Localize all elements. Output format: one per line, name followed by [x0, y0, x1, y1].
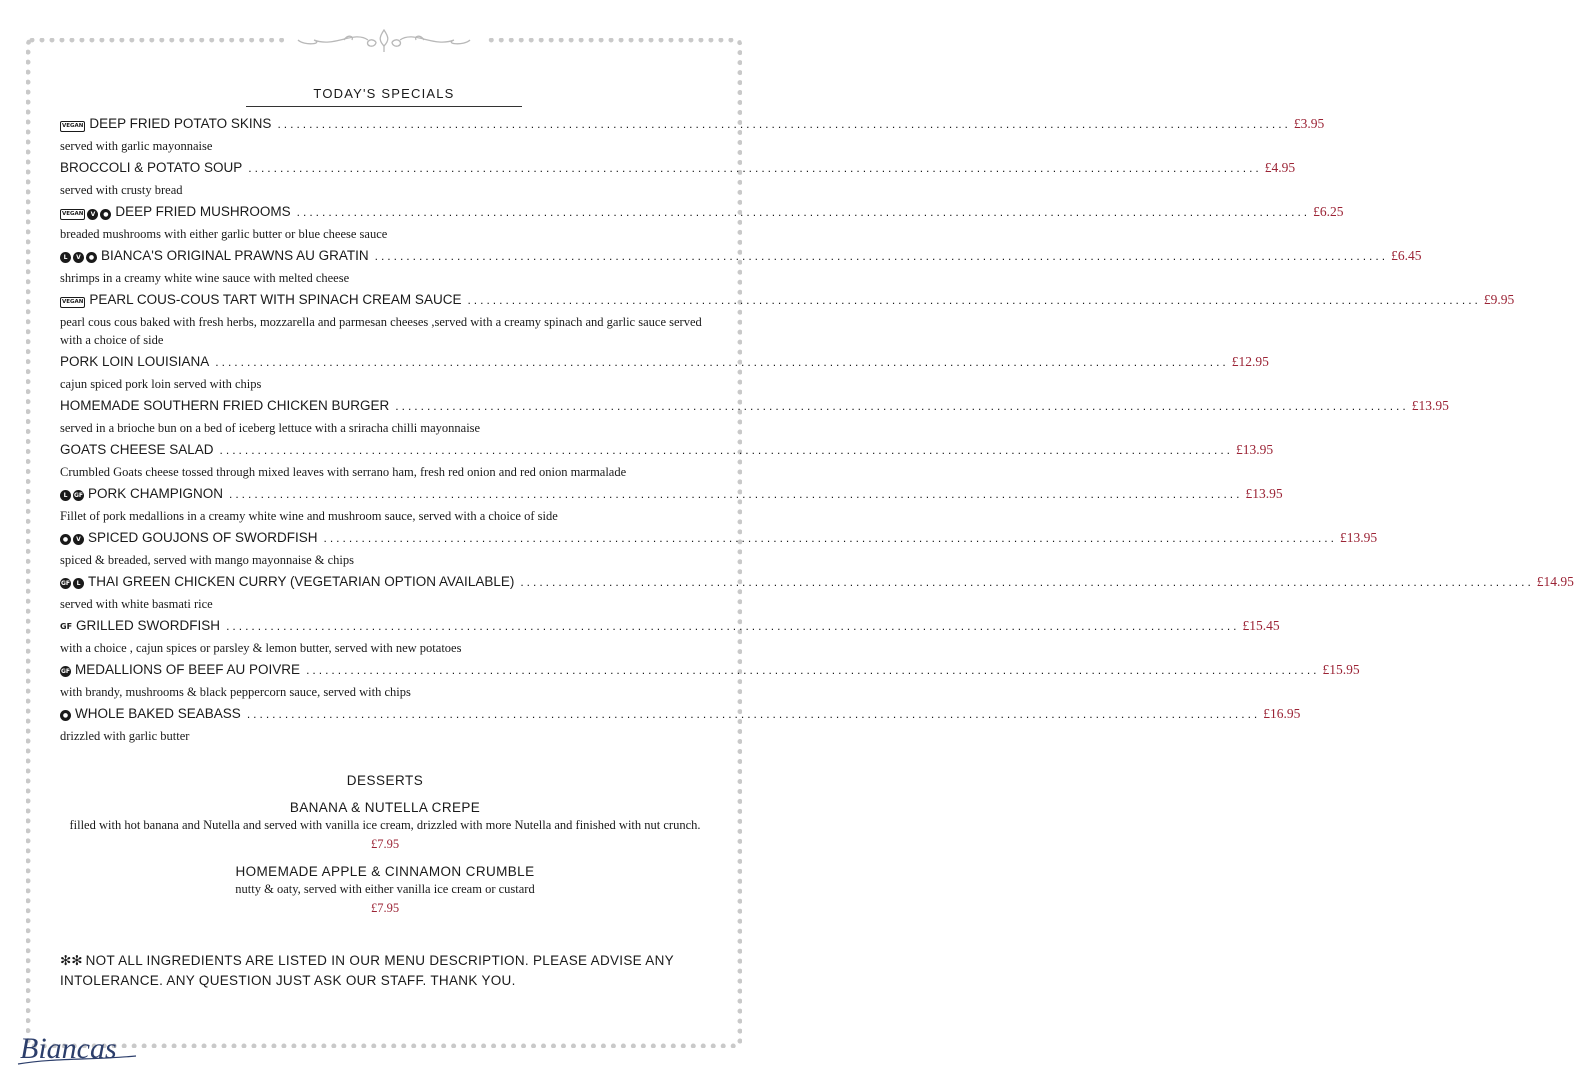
dietary-tags	[60, 252, 97, 263]
dietary-icon: V	[87, 209, 98, 220]
menu-item-line	[60, 160, 1296, 180]
menu-item-price: £4.95	[1264, 160, 1296, 175]
dietary-icon: L	[60, 252, 71, 263]
menu-item-name	[60, 486, 223, 501]
menu-item-description: served with white basmati rice	[60, 597, 213, 611]
allergy-notice-text: NOT ALL INGREDIENTS ARE LISTED IN OUR MENU DESCRIPTION. PLEASE ADVISE ANY INTOLERANCE. ANY QUESTION JUST ASK OUR STAFF. THANK YOU.	[60, 953, 674, 988]
dietary-icon: ●	[100, 209, 111, 220]
menu-item-description: cajun spiced pork loin served with chips	[60, 377, 262, 391]
dessert-name: BANANA & NUTELLA CREPE	[289, 800, 481, 815]
menu-item-description: served in a brioche bun on a bed of iceberg lettuce with a sriracha chilli mayonnaise	[60, 421, 481, 435]
dietary-icon: ●	[60, 534, 71, 545]
dietary-icon: VEGAN	[60, 209, 85, 220]
dessert-description: filled with hot banana and Nutella and served with vanilla ice cream, drizzled with more Nutella and finished with nut crunch.	[69, 818, 701, 832]
menu-item-price: £14.95	[1536, 574, 1574, 589]
menu-item-line	[60, 248, 1422, 268]
menu-item-description: with brandy, mushrooms & black peppercorn sauce, served with chips	[60, 685, 411, 699]
menu-item-line	[60, 486, 1283, 506]
dietary-tags	[60, 490, 84, 501]
menu-item-line	[60, 574, 1574, 594]
dietary-tags	[60, 534, 84, 545]
menu-item-price: £15.45	[1242, 618, 1280, 633]
menu-item-name	[60, 618, 220, 633]
menu-item-name	[60, 706, 241, 721]
menu-item	[60, 442, 1274, 481]
menu-item-name	[60, 160, 242, 175]
menu-item-description: with a choice , cajun spices or parsley & lemon butter, served with new potatoes	[60, 641, 462, 655]
menu-item-name	[60, 662, 300, 677]
biancas-logo	[14, 1020, 144, 1074]
menu-item-title: GOATS CHEESE SALAD	[60, 442, 214, 457]
dot-leader: ................................................................................................................................................................	[296, 205, 1311, 219]
dietary-icon: L	[73, 578, 84, 589]
menu-item-line	[60, 398, 1449, 418]
menu-item-name	[60, 530, 318, 545]
menu-item-description: served with crusty bread	[60, 183, 183, 197]
dietary-tags	[60, 621, 72, 632]
menu-item-line	[60, 292, 1515, 312]
menu-item-title: THAI GREEN CHICKEN CURRY (VEGETARIAN OPTION AVAILABLE)	[88, 574, 515, 589]
menu-item	[60, 160, 1296, 199]
menu-item-name	[60, 354, 209, 369]
menu-item-title: GRILLED SWORDFISH	[76, 618, 221, 633]
menu-item	[60, 530, 1378, 569]
dietary-tags	[60, 710, 71, 721]
menu-item-line	[60, 662, 1360, 682]
menu-item-price: £13.95	[1245, 486, 1283, 501]
menu-item-line	[60, 706, 1301, 726]
dessert-description: nutty & oaty, served with either vanilla ice cream or custard	[235, 882, 535, 896]
dot-leader: ................................................................................................................................................................	[323, 531, 1337, 545]
dietary-icon: V	[73, 534, 84, 545]
menu-item-title: SPICED GOUJONS OF SWORDFISH	[88, 530, 318, 545]
menu-item-name	[60, 442, 214, 457]
menu-item-description: spiced & breaded, served with mango mayonnaise & chips	[60, 553, 355, 567]
dietary-tags	[60, 121, 85, 132]
menu-item	[60, 204, 1344, 243]
menu-item-title: MEDALLIONS OF BEEF AU POIVRE	[75, 662, 301, 677]
dietary-icon: V	[73, 252, 84, 263]
dot-leader: ................................................................................................................................................................	[374, 249, 1389, 263]
menu-item-description: served with garlic mayonnaise	[60, 139, 213, 153]
menu-item-name	[60, 292, 461, 308]
dot-leader: ................................................................................................................................................................	[219, 443, 1233, 457]
menu-item-price: £6.25	[1313, 204, 1344, 219]
menu-item-name	[60, 248, 369, 263]
desserts-section	[60, 773, 710, 916]
menu-item-description: drizzled with garlic butter	[60, 729, 190, 743]
menu-item-description: breaded mushrooms with either garlic butter or blue cheese sauce	[60, 227, 388, 241]
menu-item-line	[60, 204, 1344, 224]
dessert-item	[60, 800, 710, 852]
menu-item-price: £6.45	[1391, 248, 1422, 263]
dietary-icon: ●	[60, 710, 71, 721]
menu-item-title: HOMEMADE SOUTHERN FRIED CHICKEN BURGER	[60, 398, 390, 413]
menu-item	[60, 706, 1301, 745]
menu-item-name	[60, 574, 514, 589]
dietary-icon: GF	[60, 668, 71, 675]
menu-item-price: £13.95	[1339, 530, 1378, 545]
menu-item	[60, 292, 1515, 349]
asterisk-icon: ✻✻	[60, 953, 83, 968]
fleur-de-lis-scroll-icon	[284, 26, 484, 54]
title-underline	[246, 106, 522, 107]
menu-item-price: £3.95	[1293, 116, 1325, 131]
menu-item-title: WHOLE BAKED SEABASS	[75, 706, 241, 721]
menu-item	[60, 574, 1574, 613]
menu-item-line	[60, 354, 1269, 374]
menu-item-title: PEARL COUS-COUS TART WITH SPINACH CREAM SAUCE	[89, 292, 462, 307]
menu-item	[60, 116, 1325, 155]
menu-item	[60, 248, 1422, 287]
menu-item-line	[60, 618, 1280, 638]
allergy-notice	[60, 951, 720, 991]
menu-item-line	[60, 530, 1378, 550]
menu-item-price: £12.95	[1231, 354, 1269, 369]
menu-item-name	[60, 398, 389, 413]
menu-item-title: BROCCOLI & POTATO SOUP	[60, 160, 243, 175]
dessert-item	[60, 864, 710, 916]
dietary-tags	[60, 209, 111, 220]
dot-leader: ................................................................................................................................................................	[215, 355, 1229, 369]
menu-item-line	[60, 442, 1274, 462]
menu-item-price: £13.95	[1411, 398, 1449, 413]
menu-item-title: DEEP FRIED POTATO SKINS	[89, 116, 272, 131]
dessert-price: £7.95	[370, 837, 400, 851]
dot-leader: ................................................................................................................................................................	[229, 487, 1243, 501]
page-title: TODAY'S SPECIALS	[313, 86, 455, 101]
specials-list	[60, 116, 1574, 745]
menu-item-description: Fillet of pork medallions in a creamy white wine and mushroom sauce, served with a choice of side	[60, 509, 558, 523]
menu-item	[60, 618, 1280, 657]
dessert-name: HOMEMADE APPLE & CINNAMON CRUMBLE	[235, 864, 535, 879]
menu-item-name	[60, 116, 271, 132]
menu-item-price: £15.95	[1322, 662, 1360, 677]
menu-item	[60, 662, 1360, 701]
dietary-icon: VEGAN	[60, 121, 85, 132]
dot-leader: ................................................................................................................................................................	[248, 161, 1262, 175]
menu-item-title: BIANCA'S ORIGINAL PRAWNS AU GRATIN	[101, 248, 369, 263]
menu-item-line	[60, 116, 1325, 136]
dessert-price: £7.95	[370, 901, 400, 915]
dietary-icon: GF	[60, 580, 71, 587]
menu-item-description: Crumbled Goats cheese tossed through mixed leaves with serrano ham, fresh red onion and red onion marmalade	[60, 465, 627, 479]
logo-text: Biancas	[20, 1032, 117, 1065]
dietary-tags	[60, 666, 71, 677]
dot-leader: ................................................................................................................................................................	[395, 399, 1409, 413]
menu-item	[60, 486, 1283, 525]
menu-item-description: pearl cous cous baked with fresh herbs, mozzarella and parmesan cheeses ,served with a creamy spinach and garlic sauce served with a choice of side	[60, 315, 702, 347]
menu-item-price: £16.95	[1263, 706, 1301, 721]
dot-leader: ................................................................................................................................................................	[467, 293, 1481, 307]
menu-item	[60, 354, 1269, 393]
menu-item-name	[60, 204, 291, 220]
dietary-tags	[60, 578, 84, 589]
dot-leader: ................................................................................................................................................................	[246, 707, 1261, 721]
dot-leader: ................................................................................................................................................................	[277, 117, 1291, 131]
menu-item-price: £9.95	[1483, 292, 1515, 307]
menu-item-title: PORK CHAMPIGNON	[88, 486, 224, 501]
dot-leader: ................................................................................................................................................................	[520, 575, 1534, 589]
dot-leader: ................................................................................................................................................................	[226, 619, 1240, 633]
menu-item	[60, 398, 1449, 437]
dot-leader: ................................................................................................................................................................	[306, 663, 1320, 677]
dietary-tags	[60, 297, 85, 308]
dietary-icon: VEGAN	[60, 297, 85, 308]
dietary-icon: GF	[60, 622, 73, 631]
menu-item-price: £13.95	[1235, 442, 1274, 457]
menu-item-title: PORK LOIN LOUISIANA	[60, 354, 210, 369]
dietary-icon: GF	[73, 492, 84, 499]
menu-item-title: DEEP FRIED MUSHROOMS	[115, 204, 291, 219]
dietary-icon: ●	[86, 252, 97, 263]
menu-item-description: shrimps in a creamy white wine sauce with melted cheese	[60, 271, 350, 285]
desserts-heading: DESSERTS	[346, 773, 424, 788]
dietary-icon: L	[60, 490, 71, 501]
